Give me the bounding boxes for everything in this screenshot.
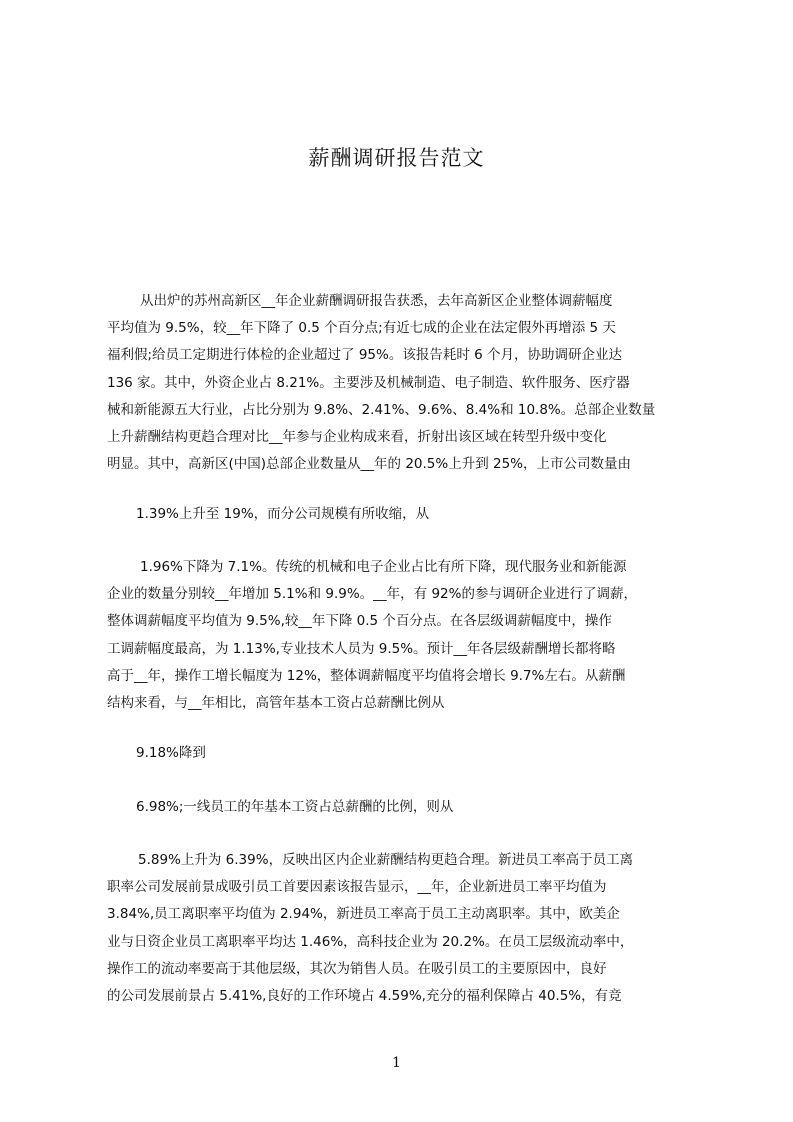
paragraph-line: 6.98%;一线员工的年基本工资占总薪酬的比例，则从 [136, 799, 454, 815]
document-title: 薪酬调研报告范文 [308, 146, 485, 170]
paragraph-6 [107, 847, 697, 1010]
paragraph-line: 业与日资企业员工离职率平均达 1.46%，高科技企业为 20.2%。在员工层级流动率中， [107, 933, 634, 950]
paragraph-line: 平均值为 9.5%，较__年下降了 0.5 个百分点;有近七成的企业在法定假外再增添 5 天 [107, 320, 616, 337]
paragraph-line: 1.96%下降为 7.1%。传统的机械和电子企业占比有所下降，现代服务业和新能源 [140, 559, 627, 575]
paragraph-line: 操作工的流动率要高于其他层级，其次为销售人员。在吸引员工的主要原因中，良好 [107, 960, 607, 977]
paragraph-3 [107, 554, 697, 717]
paragraph-4 [107, 740, 697, 767]
paragraph-line: 高于__年，操作工增长幅度为 12%，整体调薪幅度平均值将会增长 9.7%左右。从薪酬 [107, 667, 626, 684]
paragraph-line: 9.18%降到 [136, 745, 206, 761]
paragraph-line: 3.84%,员工离职率平均值为 2.94%，新进员工率高于员工主动离职率。其中，欧美企 [107, 906, 620, 923]
paragraph-line: 整体调薪幅度平均值为 9.5%,较__年下降 0.5 个百分点。在各层级调薪幅度中，操作 [107, 613, 612, 630]
paragraph-1 [107, 288, 697, 478]
paragraph-line: 福利假;给员工定期进行体检的企业超过了 95%。该报告耗时 6 个月，协助调研企业达 [107, 347, 623, 364]
paragraph-line: 企业的数量分别较__年增加 5.1%和 9.9%。__年，有 92%的参与调研企业进行了调薪， [107, 586, 637, 603]
paragraph-line: 的公司发展前景占 5.41%,良好的工作环境占 4.59%,充分的福利保障占 40.5%，有竞 [107, 987, 622, 1004]
paragraph-line: 械和新能源五大行业，占比分别为 9.8%、2.41%、9.6%、8.4%和 10.8%。总部企业数量 [107, 401, 656, 418]
paragraph-line: 结构来看，与__年相比，高管年基本工资占总薪酬比例从 [107, 694, 445, 711]
paragraph-line: 5.89%上升为 6.39%，反映出区内企业薪酬结构更趋合理。新进员工率高于员工离 [138, 852, 634, 868]
paragraph-line: 136 家。其中，外资企业占 8.21%。主要涉及机械制造、电子制造、软件服务、医疗器 [107, 374, 630, 391]
page-number: 1 [392, 1055, 401, 1071]
paragraph-line: 职率公司发展前景成吸引员工首要因素该报告显示，__年，企业新进员工率平均值为 [107, 879, 607, 896]
paragraph-line: 从出炉的苏州高新区__年企业薪酬调研报告获悉，去年高新区企业整体调薪幅度 [140, 293, 613, 309]
paragraph-2 [107, 501, 697, 528]
paragraph-line: 上升薪酬结构更趋合理对比__年参与企业构成来看，折射出该区域在转型升级中变化 [107, 428, 607, 445]
paragraph-5 [107, 794, 697, 821]
paragraph-line: 工调薪幅度最高，为 1.13%,专业技术人员为 9.5%。预计__年各层级薪酬增长都将略 [107, 640, 616, 657]
paragraph-line: 1.39%上升至 19%，而分公司规模有所收缩，从 [136, 506, 430, 522]
paragraph-line: 明显。其中，高新区(中国)总部企业数量从__年的 20.5%上升到 25%，上市公司数量由 [107, 456, 632, 473]
